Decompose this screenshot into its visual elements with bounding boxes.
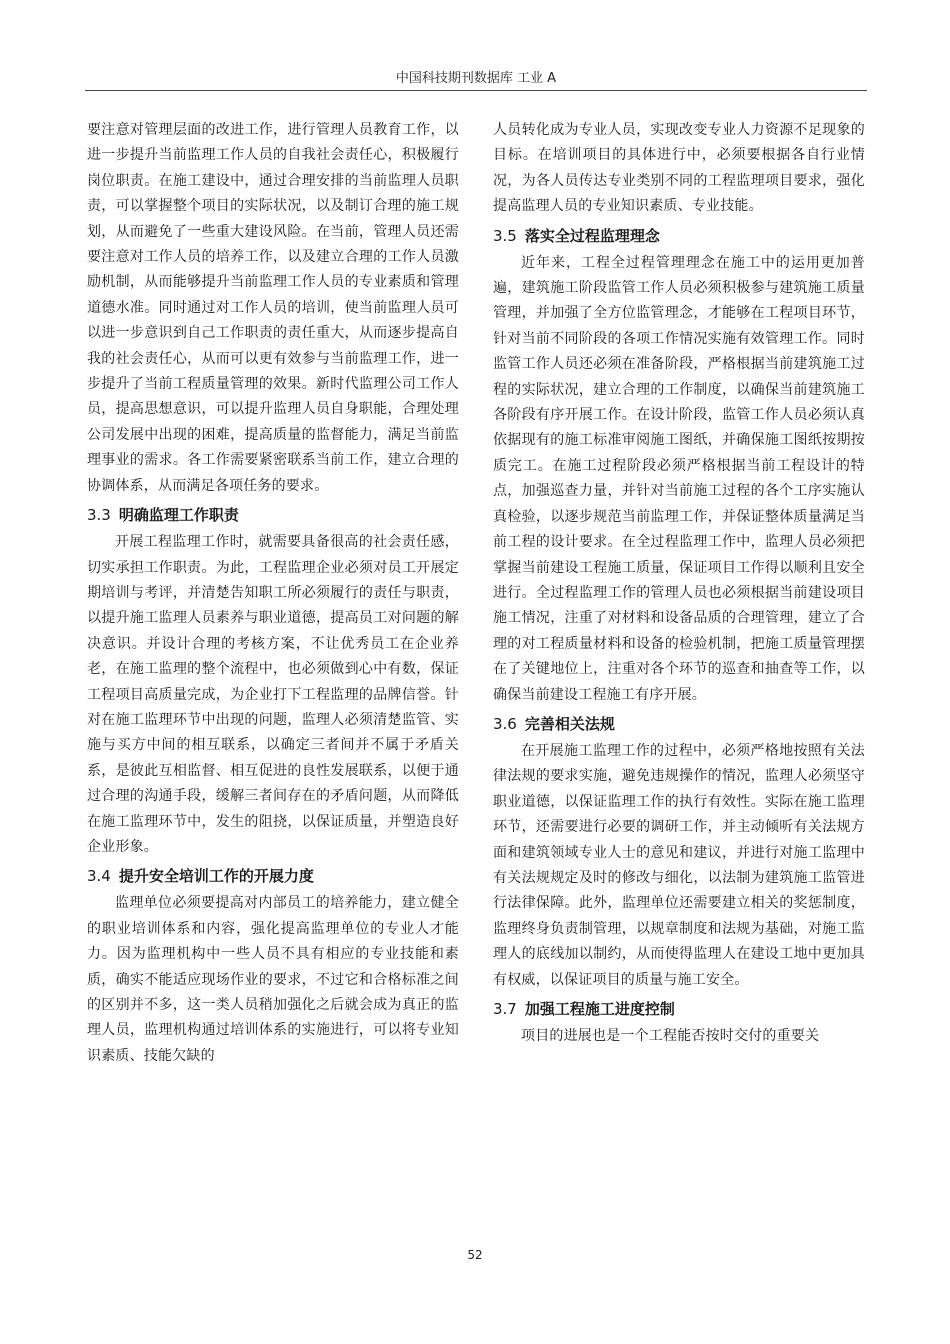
left-paragraph-1: 要注意对管理层面的改进工作，进行管理人员教育工作，以进一步提升当前监理工作人员的自我社会责任心，积极履行岗位职责。在施工建设中，通过合理安排的当前监理人员职责，可以掌握整个项目的实际状况，以及制订合理的施工规划，从而避免了一些重大建设风险。在当前，管理人员还需要注意对工作人员的培养工作，以及建立合理的工作人员激励机制，从而能够提升当前监理工作人员的专业素质和管理道德水准。同时通过对工作人员的培训，使当前监理人员可以进一步意识到自己工作职责的责任重大，从而逐步提高自我的社会责任心，从而可以更有效参与当前监理工作，进一步提升了当前工程质量管理的效果。新时代监理公司工作人员，提高思想意识，可以提升监理人员自身职能，合理处理公司发展中出现的困难，提高质量的监督能力，满足当前监理事业的需求。各工作需要紧密联系当前工作，建立合理的协调体系，从而满足各项任务的要求。: [87, 122, 459, 494]
running-header: 中国科技期刊数据库 工业 A: [395, 71, 557, 86]
page-number: 52: [467, 1248, 483, 1262]
left-paragraph-2: 开展工程监理工作时，就需要具备很高的社会责任感，切实承担工作职责。为此，工程监理企业必须对员工开展定期培训与考评，并清楚告知职工所必须履行的责任与职责，以提升施工监理人员素养与职业道德，提高员工对问题的解决意识。并设计合理的考核方案，不让优秀员工在企业养老，在施工监理的整个流程中，也必须做到心中有数，保证工程项目高质量完成，为企业打下工程监理的品牌信誉。针对在施工监理环节中出现的问题，监理人必须清楚监管、实施与买方中间的相互联系，以确定三者间并不属于矛盾关系，是彼此互相监督、相互促进的良性发展联系，以便于通过合理的沟通手段，缓解三者间存在的矛盾问题，从而降低在施工监理环节中，发生的阻挠，以保证质量，并塑造良好企业形象。: [87, 534, 459, 855]
section-number: 3.6: [493, 714, 517, 733]
section-number: 3.4: [87, 867, 111, 886]
section-heading-3-4: [87, 863, 459, 889]
section-title: 提升安全培训工作的开展力度: [118, 867, 314, 886]
right-paragraph-3: 在开展施工监理工作的过程中，必须严格地按照有关法律法规的要求实施，避免违规操作的情况，监理人必须坚守职业道德，以保证监理工作的执行有效性。实际在施工监理环节，还需要进行必要的调研工作，并主动倾听有关法规方面和建筑领域专业人士的意见和建议，并进行对施工监理中有关法规规定及时的修改与细化，以法制为建筑施工监管进行法律保障。此外，监理单位还需要建立相关的奖惩制度，监理终身负责制管理，以规章制度和法规为基础，对施工监理人的底线加以制约，从而使得监理人在建设工地中更加具有权威，以保证项目的质量与施工安全。: [493, 742, 865, 988]
section-heading-3-3: [87, 502, 459, 528]
right-column: [493, 118, 865, 1049]
right-paragraph-4: 项目的进展也是一个工程能否按时交付的重要关: [521, 1028, 820, 1044]
section-title: 完善相关法规: [524, 714, 615, 733]
section-heading-3-7: [493, 996, 865, 1022]
section-heading-3-6: [493, 711, 865, 737]
section-title: 加强工程施工进度控制: [524, 1000, 675, 1018]
left-column: [87, 118, 459, 1069]
right-paragraph-2: 近年来，工程全过程管理理念在施工中的运用更加普遍，建筑施工阶段监管工作人员必须积极参与建筑施工质量管理，并加强了全方位监管理念，才能够在工程项目环节，针对当前不同阶段的各项工作情况实施有效管理工作。同时监管工作人员还必须在准备阶段，严格根据当前建筑施工过程的实际状况，建立合理的工作制度，以确保当前建筑施工各阶段有序开展工作。在设计阶段，监管工作人员必须认真依据现有的施工标准审阅施工图纸，并确保施工图纸按期按质完工。在施工过程阶段必须严格根据当前工程设计的特点，加强巡查力量，并针对当前施工过程的各个工序实施认真检验，以逐步规范当前监理工作，并保证整体质量满足当前工程的设计要求。在全过程监理工作中，监理人员必须把掌握当前建设工程施工质量，保证项目工作得以顺利且安全进行。全过程监理工作的管理人员也必须根据当前建设项目施工情况，注重了对材料和设备品质的合理管理，建立了合理的对工程质量材料和设备的检验机制，把施工质量管理摆在了关键地位上，注重对各个环节的巡查和抽查等工作，以确保当前建设工程施工有序开展。: [493, 254, 865, 703]
section-number: 3.7: [493, 1000, 517, 1018]
section-heading-3-5: [493, 223, 865, 249]
header-rule: [85, 90, 867, 91]
section-number: 3.5: [493, 226, 517, 245]
right-paragraph-1: 人员转化成为专业人员，实现改变专业人力资源不足现象的目标。在培训项目的具体进行中，必须要根据各自行业情况，为各人员传达专业类别不同的工程监理项目要求，强化提高监理人员的专业知识素质、专业技能。: [493, 122, 865, 215]
left-paragraph-3: 监理单位必须要提高对内部员工的培养能力，建立健全的职业培训体系和内容，强化提高监理单位的专业人才能力。因为监理机构中一些人员不具有相应的专业技能和素质，确实不能适应现场作业的要求，不过它和合格标准之间的区别并不多，这一类人员稍加强化之后就会成为真正的监理人员，监理机构通过培训体系的实施进行，可以将专业知识素质、技能欠缺的: [87, 895, 459, 1064]
section-title: 落实全过程监理理念: [524, 226, 660, 245]
section-title: 明确监理工作职责: [118, 506, 239, 525]
section-number: 3.3: [87, 506, 111, 525]
